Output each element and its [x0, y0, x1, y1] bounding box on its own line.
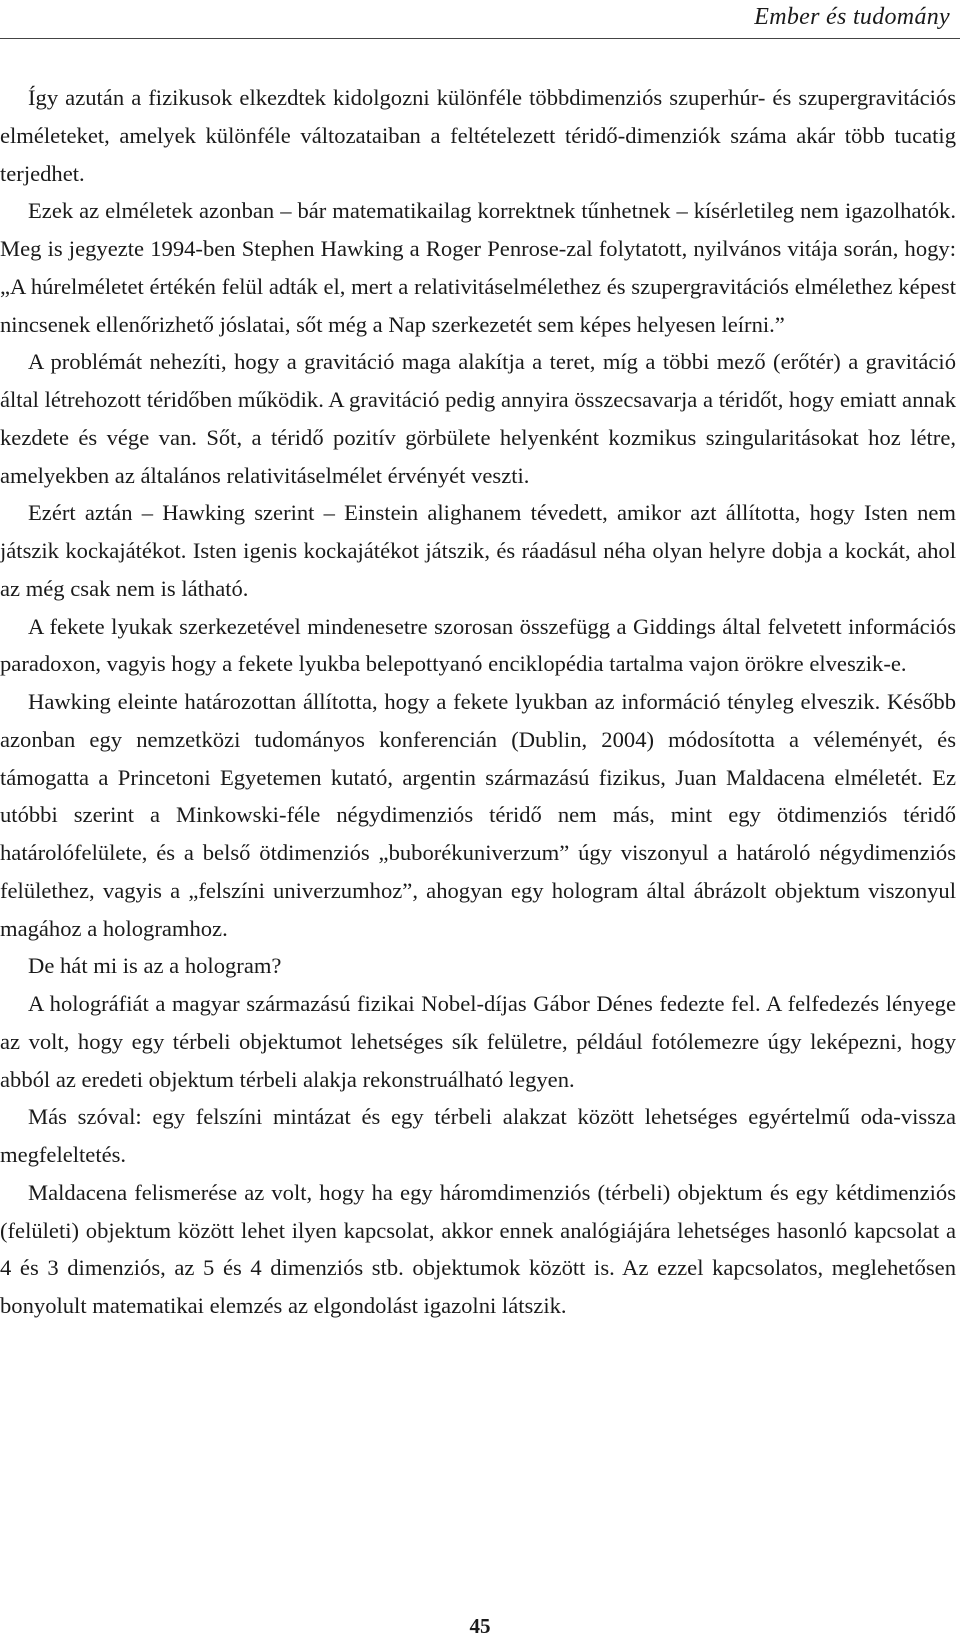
- body-text: [0, 79, 956, 1325]
- paragraph: A problémát nehezíti, hogy a gravitáció maga alakítja a teret, míg a többi mező (erőtér) a gravitáció által létrehozott téridőben működik. A gravitáció pedig annyira összecsavarja a téridőt, hogy emiatt annak kezdete és vége van. Sőt, a téridő pozitív görbülete helyenként kozmikus szingularitásokat hoz létre, amelyekben az általános relativitáselmélet érvényét veszti.: [0, 349, 956, 488]
- paragraph: Ezért aztán – Hawking szerint – Einstein alighanem tévedett, amikor azt állította, hogy Isten nem játszik kockajátékot. Isten igenis kockajátékot játszik, és ráadásul néha olyan helyre dobja a kockát, ahol az még csak nem is látható.: [0, 500, 956, 601]
- paragraph: A holográfiát a magyar származású fizikai Nobel-díjas Gábor Dénes fedezte fel. A felfedezés lényege az volt, hogy egy térbeli objektumot lehetséges sík felületre, például fotólemezre úgy leképezni, hogy abból az eredeti objektum térbeli alakja rekonstruálható legyen.: [0, 991, 956, 1092]
- paragraph: Így azután a fizikusok elkezdtek kidolgozni különféle többdimenziós szuperhúr- és szupergravitációs elméleteket, amelyek különféle változataiban a feltételezett téridő-dimenziók száma akár több tucatig terjedhet.: [0, 85, 956, 186]
- page-number: 45: [469, 1614, 491, 1638]
- paragraph: De hát mi is az a hologram?: [28, 953, 282, 979]
- running-head-title: Ember és tudomány: [754, 4, 950, 30]
- paragraph: Maldacena felismerése az volt, hogy ha egy háromdimenziós (térbeli) objektum és egy kétdimenziós (felületi) objektum között lehet ilyen kapcsolat, akkor ennek analógiájára lehetséges hasonló kapcsolat a 4 és 3 dimenziós, az 5 és 4 dimenziós stb. objektumok között is. Az ezzel kapcsolatos, meglehetősen bonyolult matematikai elemzés az elgondolást igazolni látszik.: [0, 1179, 956, 1318]
- paragraph: A fekete lyukak szerkezetével mindenesetre szorosan összefügg a Giddings által felvetett információs paradoxon, vagyis hogy a fekete lyukba belepottyanó enciklopédia tartalma vajon örökre elveszik-e.: [0, 613, 956, 677]
- header-divider: [0, 38, 960, 39]
- paragraph: Hawking eleinte határozottan állította, hogy a fekete lyukban az információ tényleg elveszik. Később azonban egy nemzetközi tudományos konferencián (Dublin, 2004) módosította a véleményét, és támogatta a Princetoni Egyetemen kutató, argentin származású fizikus, Juan Maldacena elméletét. Ez utóbbi szerint a Minkowski-féle négydimenziós téridő nem más, mint egy ötdimenziós téridő határolófelülete, és a belső ötdimenziós „buborékuniverzum” úgy viszonyul a határoló négydimenziós felülethez, vagyis a „felszíni univerzumhoz”, ahogyan egy hologram által ábrázolt objektum viszonyul magához a hologramhoz.: [0, 689, 956, 941]
- paragraph: Ezek az elméletek azonban – bár matematikailag korrektnek tűnhetnek – kísérletileg nem igazolhatók. Meg is jegyezte 1994-ben Stephen Hawking a Roger Penrose-zal folytatott, nyilvános vitája során, hogy: „A húrelméletet értékén felül adták el, mert a relativitáselmélethez és szupergravitációs elmélethez képest nincsenek ellenőrizhető jóslatai, sőt még a Nap szerkezetét sem képes helyesen leírni.”: [0, 198, 956, 337]
- paragraph: Más szóval: egy felszíni mintázat és egy térbeli alakzat között lehetséges egyértelmű oda-vissza megfeleltetés.: [0, 1104, 956, 1167]
